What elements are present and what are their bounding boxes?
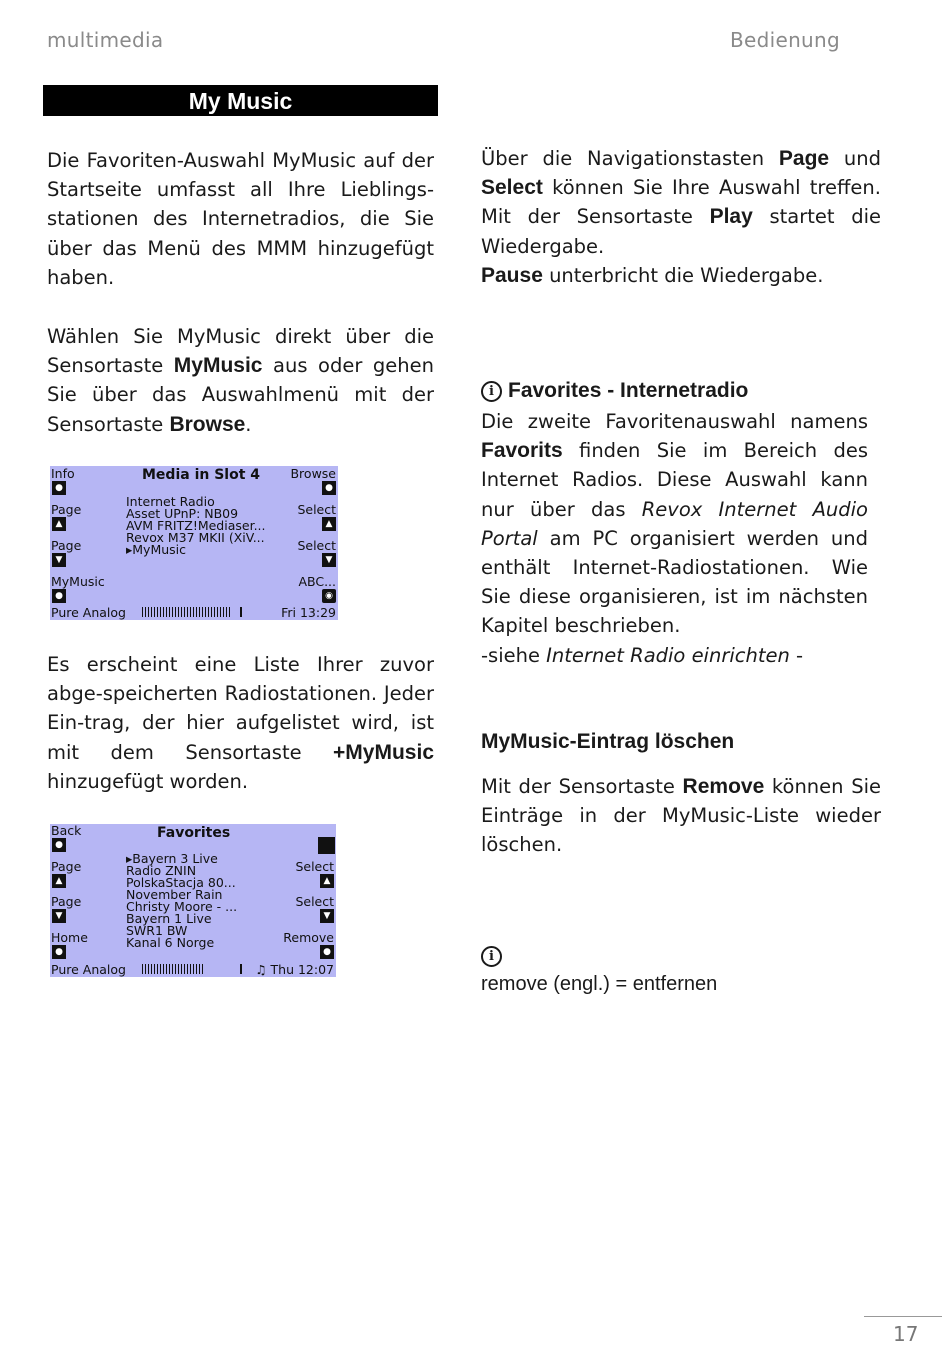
pause-paragraph: Pause unterbricht die Wiedergabe. — [481, 264, 824, 287]
list-item[interactable]: Bayern 1 Live — [126, 911, 212, 926]
level-meter — [142, 964, 203, 974]
softkey-label: MyMusic — [51, 574, 105, 589]
footer-rule — [864, 1316, 942, 1317]
softkey-label: Browse — [290, 466, 336, 481]
softkey-label: Select — [297, 538, 336, 553]
section-title: My Music — [43, 85, 438, 116]
clock: ♫ Thu 12:07 — [255, 962, 334, 977]
softkey-label: Page — [51, 859, 82, 874]
list-item[interactable]: Kanal 6 Norge — [126, 935, 215, 950]
favorites-screen — [50, 824, 336, 977]
list-item[interactable]: November Rain — [126, 887, 223, 902]
info-icon: i — [481, 381, 502, 402]
softkey-label: Select — [297, 502, 336, 517]
media-list — [126, 496, 266, 556]
mymusic-key[interactable]: ● — [52, 589, 66, 603]
level-marker — [240, 964, 242, 974]
favorites-list — [126, 853, 237, 949]
page-number: 17 — [893, 1322, 919, 1346]
list-item[interactable]: ▸Bayern 3 Live — [126, 851, 218, 866]
select-up-key[interactable]: ▲ — [322, 517, 336, 531]
level-meter — [142, 607, 230, 617]
select-down-key[interactable]: ▼ — [322, 553, 336, 567]
header-section-label: multimedia — [47, 28, 164, 52]
page-up-key[interactable]: ▲ — [52, 874, 66, 888]
list-item[interactable]: Internet Radio — [126, 494, 215, 509]
list-item[interactable]: AVM FRITZ!Mediaser... — [126, 518, 266, 533]
list-item[interactable]: Christy Moore - ... — [126, 899, 238, 914]
softkey-label: Page — [51, 502, 82, 517]
favorites-heading: i Favorites - Internetradio — [481, 379, 748, 403]
abc-key[interactable]: ◉ — [322, 589, 336, 603]
note-info-icon — [481, 946, 508, 967]
softkey-label: Select — [295, 859, 334, 874]
source-label: Pure Analog — [51, 605, 126, 620]
softkey-label: Info — [51, 466, 75, 481]
info-icon: i — [481, 946, 502, 967]
softkey-label: Page — [51, 894, 82, 909]
list-item[interactable]: SWR1 BW — [126, 923, 188, 938]
screen-title: Favorites — [157, 825, 231, 841]
list-item[interactable]: Radio ZNIN — [126, 863, 197, 878]
clock: Fri 13:29 — [281, 605, 336, 620]
intro-paragraph: Die Favoriten-Auswahl MyMusic auf der Startseite umfasst all Ihre Lieblings-stationen des Internetradios, die Sie über das Menü des MMM hinzugefügt haben. — [47, 149, 434, 289]
screen-title: Media in Slot 4 — [142, 467, 261, 483]
browse-key[interactable]: ● — [322, 481, 336, 495]
delete-heading: MyMusic-Eintrag löschen — [481, 730, 735, 753]
softkey-label: Home — [51, 930, 88, 945]
header-chapter-label: Bedienung — [729, 28, 840, 52]
list-item[interactable]: Revox M37 MKII (XiV... — [126, 530, 265, 545]
softkey-info[interactable]: ● — [52, 481, 66, 495]
softkey-label: ABC... — [298, 574, 336, 589]
list-item[interactable]: PolskaStacja 80... — [126, 875, 236, 890]
list-item[interactable]: Asset UPnP: NB09 — [126, 506, 239, 521]
select-paragraph: Wählen Sie MyMusic direkt über die Sensortaste MyMusic aus oder gehen Sie über das Auswahlmenü mit der Sensortaste Browse. — [47, 325, 435, 436]
page-down-key[interactable]: ▼ — [52, 553, 66, 567]
remove-note: remove (engl.) = entfernen — [481, 973, 718, 995]
remove-key[interactable]: ● — [320, 945, 334, 959]
softkey-label: Select — [295, 894, 334, 909]
softkey-label: Remove — [283, 930, 334, 945]
select-down-key[interactable]: ▼ — [320, 909, 334, 923]
list-paragraph: Es erscheint eine Liste Ihrer zuvor abge-speicherten Radiostationen. Jeder Ein-trag, der hier aufgelistet wird, ist mit dem Sensortaste +MyMusic hinzugefügt worden. — [47, 653, 434, 793]
play-key[interactable] — [318, 837, 335, 854]
media-slot-screen — [50, 466, 338, 620]
navigation-paragraph: Über die Navigationstasten Page und Select können Sie Ihre Auswahl treffen. Mit der Sensortaste Play startet die Wiedergabe. — [481, 147, 881, 258]
page-up-key[interactable]: ▲ — [52, 517, 66, 531]
select-up-key[interactable]: ▲ — [320, 874, 334, 888]
delete-paragraph: Mit der Sensortaste Remove können Sie Einträge in der MyMusic-Liste wieder löschen. — [481, 775, 881, 857]
back-key[interactable]: ● — [52, 838, 66, 852]
list-item[interactable]: ▸MyMusic — [126, 542, 187, 557]
softkey-label: Back — [51, 823, 82, 838]
softkey-label: Page — [51, 538, 82, 553]
page-down-key[interactable]: ▼ — [52, 909, 66, 923]
favorites-paragraph: Die zweite Favoritenauswahl namens Favorits finden Sie im Bereich des Internet Radios. Diese Auswahl kann nur über das Revox Internet Audio Portal am PC organisiert werden und enthält Internet-Radiostationen. Wie Sie diese organisieren, ist im nächsten Kapitel beschrieben. -siehe Internet Radio einrichten - — [481, 410, 868, 667]
level-marker — [240, 607, 242, 617]
home-key[interactable]: ● — [52, 945, 66, 959]
source-label: Pure Analog — [51, 962, 126, 977]
